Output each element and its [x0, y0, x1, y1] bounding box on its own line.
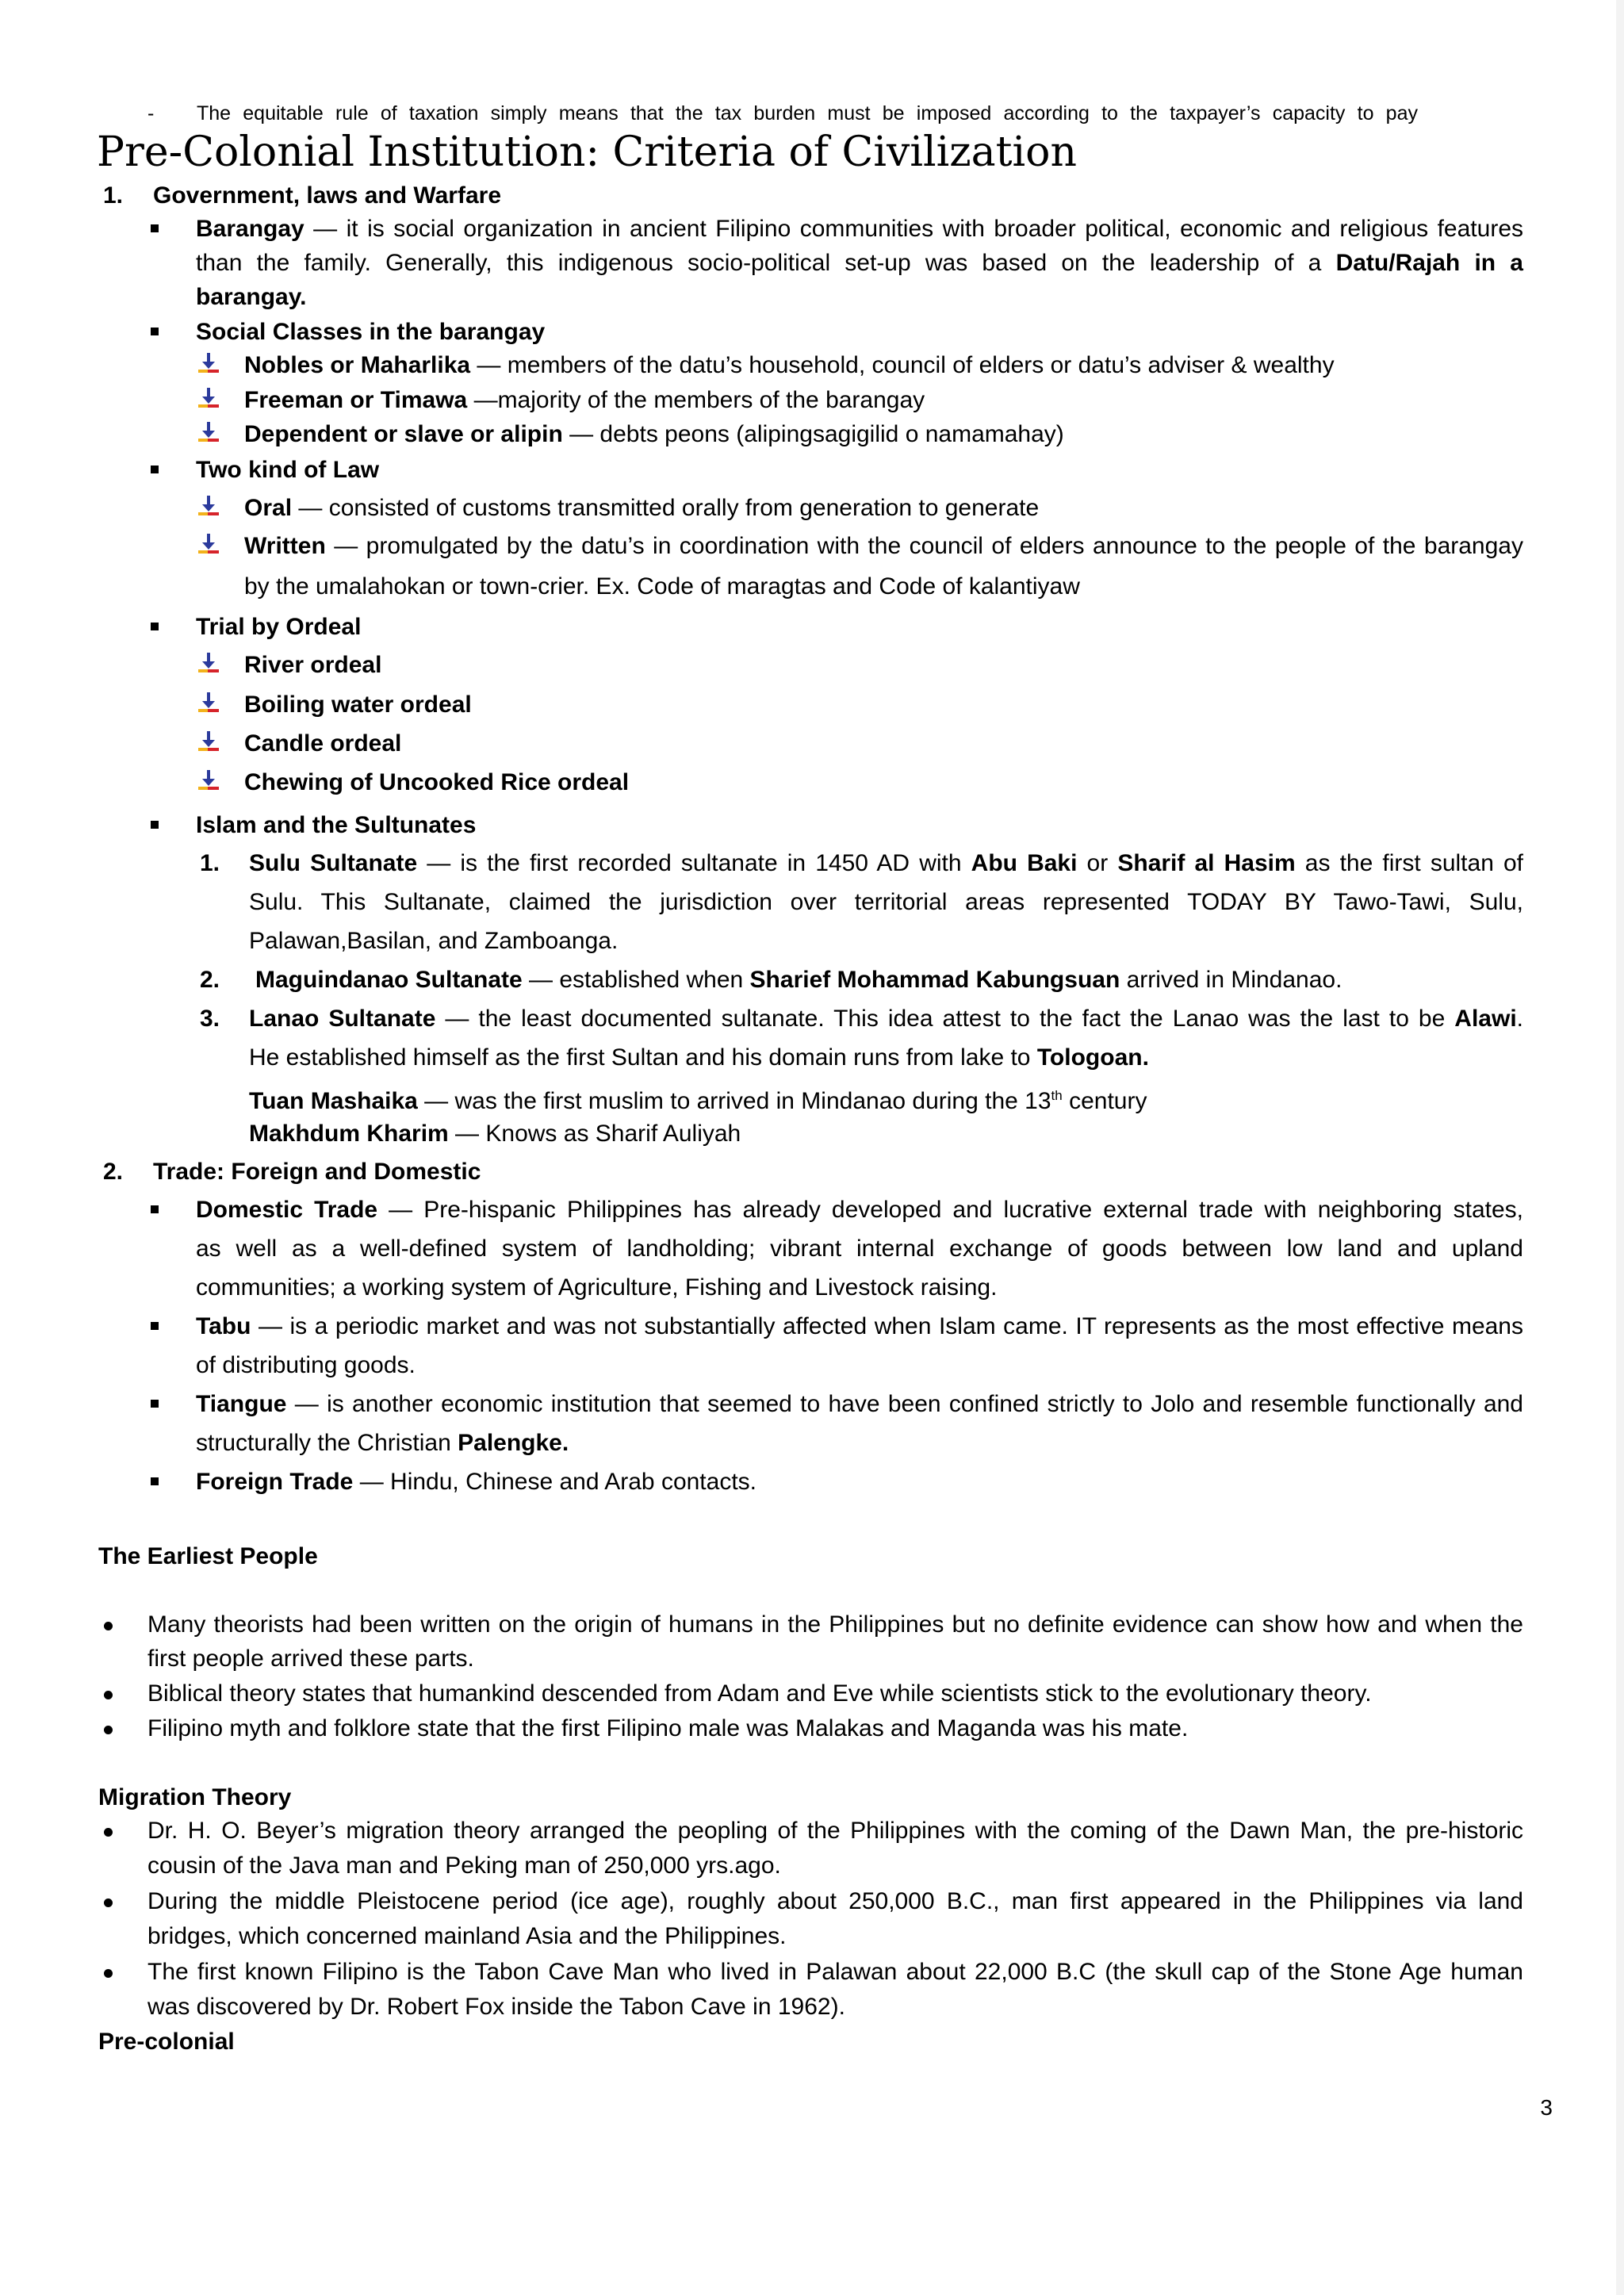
term: Palengke.: [458, 1430, 569, 1456]
tabu-line-1: [196, 1312, 1523, 1342]
arrow-bullet-icon: [197, 422, 220, 443]
text: than the family. Generally, this indigenous socio-political set-up was based on the leadership of a: [196, 250, 1336, 276]
dash-bullet: -: [147, 102, 155, 125]
superscript: th: [1051, 1088, 1063, 1103]
lanao-line-1: [249, 1004, 1523, 1034]
text: — consisted of customs transmitted orally from generation to generate: [292, 495, 1040, 521]
round-bullet: [104, 1622, 113, 1630]
subheading-law: Two kind of Law: [196, 457, 380, 483]
square-bullet: [151, 328, 159, 335]
term: Dependent or slave or alipin: [244, 421, 563, 447]
barangay-line-2: [196, 248, 1523, 278]
intro-note: The equitable rule of taxation simply means that the tax burden must be imposed according to the taxpayer’s capacity to pay: [197, 102, 1418, 125]
term: Domestic Trade: [196, 1197, 378, 1223]
makhdum-kharim-line: [249, 1119, 741, 1149]
term: Nobles or Maharlika: [244, 352, 471, 378]
term: Foreign Trade: [196, 1469, 354, 1495]
round-bullet: [104, 1898, 113, 1907]
page-number: 3: [1540, 2095, 1553, 2120]
arrow-bullet-icon: [197, 731, 220, 752]
lanao-line-2: [249, 1043, 1149, 1073]
square-bullet: [151, 1400, 159, 1408]
text: — is the first recorded sultanate in 1450 AD with: [417, 850, 971, 876]
term: Tabu: [196, 1313, 251, 1339]
domestic-line-1: [196, 1195, 1523, 1225]
arrow-bullet-icon: [197, 353, 220, 374]
square-bullet: [151, 1205, 159, 1213]
text: — Knows as Sharif Auliyah: [448, 1121, 741, 1147]
law-written-line-1: [244, 531, 1523, 561]
earliest-bullet-3: Filipino myth and folklore state that the first Filipino male was Malakas and Maganda was his mate.: [147, 1715, 1189, 1741]
heading-migration-theory: Migration Theory: [98, 1784, 292, 1810]
text: —majority of the members of the barangay: [467, 387, 925, 413]
migration-bullet-2-line-2: bridges, which concerned mainland Asia and the Philippines.: [147, 1923, 787, 1949]
text: .: [1516, 1006, 1523, 1032]
migration-bullet-3-line-2: was discovered by Dr. Robert Fox inside the Tabon Cave in 1962).: [147, 1994, 845, 2020]
square-bullet: [151, 1322, 159, 1330]
tabu-line-2: of distributing goods.: [196, 1352, 416, 1378]
migration-bullet-2-line-1: During the middle Pleistocene period (ice age), roughly about 250,000 B.C., man first appeared in the Philippines via land: [147, 1888, 1523, 1914]
term: Tologoan.: [1036, 1044, 1149, 1071]
earliest-bullet-1-line-1: Many theorists had been written on the origin of humans in the Philippines but no definite evidence can show how and when the: [147, 1611, 1523, 1638]
ordeal-item: Chewing of Uncooked Rice ordeal: [244, 769, 630, 795]
text: century: [1062, 1088, 1147, 1114]
section-number: 2.: [103, 1159, 124, 1185]
section-heading: Trade: Foreign and Domestic: [153, 1159, 481, 1185]
text: — the least documented sultanate. This idea attest to the fact the Lanao was the last to be: [435, 1006, 1455, 1032]
law-oral: [244, 493, 1039, 523]
square-bullet: [151, 466, 159, 473]
square-bullet: [151, 224, 159, 232]
text: — Hindu, Chinese and Arab contacts.: [353, 1469, 756, 1495]
page-edge-shade: [1616, 0, 1624, 2295]
text: — was the first muslim to arrived in Mindanao during the 13: [417, 1088, 1051, 1114]
barangay-line-1: [196, 214, 1523, 244]
text: — promulgated by the datu’s in coordination with the council of elders announce to the people of the barangay: [325, 533, 1523, 559]
section-heading: Government, laws and Warfare: [153, 182, 502, 209]
square-bullet: [151, 623, 159, 630]
text: arrived in Mindanao.: [1120, 967, 1342, 993]
text: — Pre-hispanic Philippines has already developed and lucrative external trade with neighboring states,: [377, 1197, 1523, 1223]
maguindanao-line: [255, 965, 1342, 995]
term: Lanao Sultanate: [249, 1006, 436, 1032]
list-number: 2.: [200, 967, 220, 993]
heading-pre-colonial: Pre-colonial: [98, 2029, 235, 2055]
domestic-line-3: communities; a working system of Agriculture, Fishing and Livestock raising.: [196, 1274, 998, 1301]
term: Sulu Sultanate: [249, 850, 418, 876]
text: — it is social organization in ancient Filipino communities with broader political, economic and religious features: [304, 216, 1523, 242]
arrow-bullet-icon: [197, 388, 220, 408]
term: Datu/Rajah in a: [1335, 250, 1523, 276]
ordeal-item: River ordeal: [244, 652, 382, 678]
arrow-bullet-icon: [197, 534, 220, 554]
subheading-islam: Islam and the Sultunates: [196, 812, 477, 838]
term: Sharief Mohammad Kabungsuan: [749, 967, 1120, 993]
text: as the first sultan of: [1295, 850, 1524, 876]
term: Alawi: [1454, 1006, 1517, 1032]
migration-bullet-1-line-1: Dr. H. O. Beyer’s migration theory arranged the peopling of the Philippines with the coming of the Dawn Man, the pre-historic: [147, 1818, 1523, 1844]
round-bullet: [104, 1691, 113, 1699]
earliest-bullet-1-line-2: first people arrived these parts.: [147, 1646, 474, 1672]
tiangue-line-2: [196, 1428, 569, 1458]
term: Barangay: [196, 216, 304, 242]
list-number: 3.: [200, 1006, 220, 1032]
heading-earliest-people: The Earliest People: [98, 1543, 318, 1569]
text: — members of the datu’s household, council of elders or datu’s adviser & wealthy: [470, 352, 1335, 378]
square-bullet: [151, 1477, 159, 1485]
social-class-item: [244, 385, 925, 416]
tiangue-line-1: [196, 1389, 1523, 1420]
text: structurally the Christian: [196, 1430, 458, 1456]
law-written-line-2: by the umalahokan or town-crier. Ex. Code of maragtas and Code of kalantiyaw: [244, 573, 1080, 600]
term: Oral: [244, 495, 293, 521]
page-title: Pre-Colonial Institution: Criteria of Civilization: [97, 128, 1077, 176]
sulu-line-1: [249, 849, 1523, 879]
section-number: 1.: [103, 182, 124, 209]
term: Tiangue: [196, 1391, 287, 1417]
social-class-item: [244, 351, 1335, 381]
round-bullet: [104, 1828, 113, 1837]
arrow-bullet-icon: [197, 653, 220, 673]
term: Makhdum Kharim: [249, 1121, 449, 1147]
sulu-line-2: Sulu. This Sultanate, claimed the jurisdiction over territorial areas represented TODAY BY Tawo-Tawi, Sulu,: [249, 889, 1523, 915]
subheading-social-classes: Social Classes in the barangay: [196, 319, 546, 345]
tuan-mashaika-line: [249, 1081, 1147, 1117]
term: Written: [244, 533, 326, 559]
text: — established when: [522, 967, 750, 993]
round-bullet: [104, 1726, 113, 1734]
text: — is another economic institution that seemed to have been confined strictly to Jolo and resemble functionally and: [286, 1391, 1523, 1417]
text: — debts peons (alipingsagigilid o namamahay): [562, 421, 1064, 447]
arrow-bullet-icon: [197, 496, 220, 516]
text: or: [1077, 850, 1118, 876]
migration-bullet-1-line-2: cousin of the Java man and Peking man of 250,000 yrs.ago.: [147, 1852, 781, 1879]
foreign-trade-line: [196, 1467, 756, 1497]
domestic-line-2: as well as a well-defined system of landholding; vibrant internal exchange of goods between low land and upland: [196, 1236, 1523, 1262]
migration-bullet-3-line-1: The first known Filipino is the Tabon Cave Man who lived in Palawan about 22,000 B.C (the skull cap of the Stone Age human: [147, 1959, 1523, 1985]
square-bullet: [151, 821, 159, 829]
text: — is a periodic market and was not substantially affected when Islam came. IT represents as the most effective means: [251, 1313, 1523, 1339]
subheading-ordeal: Trial by Ordeal: [196, 614, 362, 640]
term: Tuan Mashaika: [249, 1088, 418, 1114]
ordeal-item: Candle ordeal: [244, 730, 402, 757]
social-class-item: [244, 420, 1064, 450]
term: Abu Baki: [971, 850, 1078, 876]
term: Sharif al Hasim: [1117, 850, 1296, 876]
text: He established himself as the first Sultan and his domain runs from lake to: [249, 1044, 1037, 1071]
ordeal-item: Boiling water ordeal: [244, 692, 472, 718]
term: Freeman or Timawa: [244, 387, 468, 413]
list-number: 1.: [200, 850, 220, 876]
earliest-bullet-2: Biblical theory states that humankind descended from Adam and Eve while scientists stick to the evolutionary theory.: [147, 1680, 1372, 1707]
arrow-bullet-icon: [197, 692, 220, 713]
barangay-line-3: barangay.: [196, 284, 307, 310]
term: Maguindanao Sultanate: [255, 967, 523, 993]
arrow-bullet-icon: [197, 770, 220, 791]
sulu-line-3: Palawan,Basilan, and Zamboanga.: [249, 928, 619, 954]
round-bullet: [104, 1969, 113, 1978]
